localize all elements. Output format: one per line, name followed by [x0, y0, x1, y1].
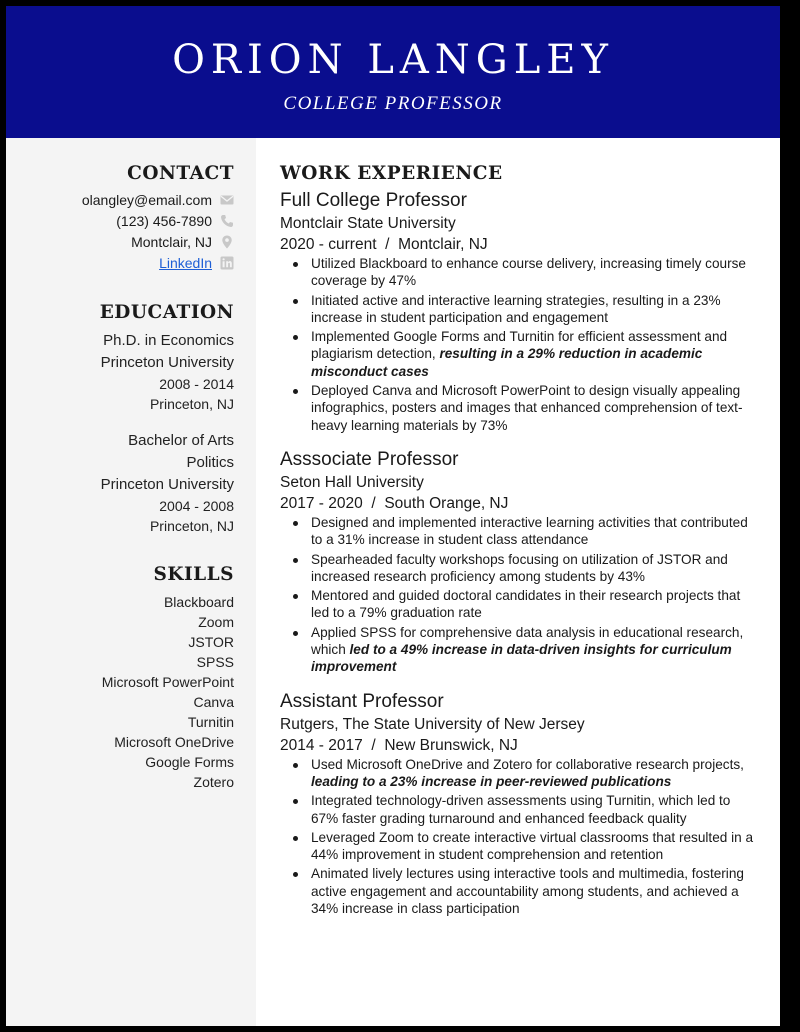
job-bullet: Leveraged Zoom to create interactive virtual classrooms that resulted in a 44% improvement in student comprehension and retention — [311, 829, 754, 863]
job-bullet: Deployed Canva and Microsoft PowerPoint to design visually appealing infographics, posters and images that enhanced comprehension of text-heavy learning materials by 73% — [311, 382, 754, 434]
education-school: Princeton University — [100, 476, 234, 493]
linkedin-link[interactable]: LinkedIn — [159, 254, 212, 271]
job-bullets — [311, 514, 754, 676]
job-dates: 2020 - current — [280, 236, 377, 253]
job-dates: 2017 - 2020 — [280, 494, 363, 512]
contact-linkedin[interactable] — [6, 252, 234, 273]
job-location: Montclair, NJ — [398, 236, 488, 253]
candidate-name: ORION LANGLEY — [172, 37, 614, 83]
phone-icon — [220, 214, 234, 228]
job-bullet: Implemented Google Forms and Turnitin for efficient assessment and plagiarism detection, resulting in a 29% reduction in academic misconduct cases — [311, 328, 754, 380]
job-bullet: Applied SPSS for comprehensive data analysis in educational research, which led to a 49% increase in data-driven insights for curriculum improvement — [311, 624, 754, 676]
job-title: Assistant Professor — [280, 690, 444, 712]
location-text: Montclair, NJ — [131, 233, 212, 250]
skill-item: Google Forms — [145, 754, 234, 770]
education-dates: 2008 - 2014 — [159, 376, 234, 392]
education-dates: 2004 - 2008 — [159, 498, 234, 514]
job-bullet: Integrated technology-driven assessments using Turnitin, which led to 67% faster grading turnaround and enhanced feedback quality — [311, 792, 754, 827]
job-location: South Orange, NJ — [384, 494, 509, 512]
sidebar — [6, 138, 256, 1026]
main-content — [280, 138, 754, 919]
education-location: Princeton, NJ — [149, 518, 234, 534]
skill-item: Zoom — [198, 614, 234, 630]
job-meta — [280, 234, 754, 255]
job-bullet: Designed and implemented interactive learning activities that contributed to a 31% increase in student class attendance — [311, 514, 754, 549]
skill-item: Zotero — [193, 774, 234, 790]
job-title: Full College Professor — [280, 190, 467, 211]
email-text[interactable]: olangley@email.com — [81, 191, 212, 208]
job-bullets — [311, 255, 754, 434]
job-bullet: Mentored and guided doctoral candidates in their research projects that led to a 79% graduation rate — [311, 587, 754, 622]
job-title: Asssociate Professor — [280, 448, 459, 470]
contact-location — [6, 231, 234, 252]
education-field: Politics — [186, 454, 234, 471]
job-bullet: Utilized Blackboard to enhance course delivery, increasing timely course coverage by 47% — [311, 255, 754, 290]
job-entry — [280, 448, 754, 676]
linkedin-icon — [220, 256, 234, 270]
job-meta — [280, 493, 754, 514]
skills-list — [6, 592, 234, 792]
skill-item: Turnitin — [187, 714, 234, 730]
skill-item: JSTOR — [188, 634, 234, 650]
job-location: New Brunswick, NJ — [384, 736, 518, 754]
envelope-icon — [220, 193, 234, 207]
date-separator: / — [385, 236, 390, 253]
job-bullet: Initiated active and interactive learning strategies, resulting in a 23% increase in student participation and engagement — [311, 292, 754, 327]
education-degree: Bachelor of Arts — [128, 432, 234, 449]
education-entry — [6, 330, 234, 414]
resume-header — [6, 6, 780, 138]
location-pin-icon — [220, 235, 234, 249]
job-bullet: Animated lively lectures using interactive tools and multimedia, fostering active engagement and accountability among students, and achieved a 34% increase in class participation — [311, 865, 754, 917]
job-company: Montclair State University — [280, 215, 456, 232]
job-entry — [280, 189, 754, 434]
skill-item: Canva — [193, 694, 234, 710]
job-bullet: Spearheaded faculty workshops focusing on utilization of JSTOR and increased research proficiency among students by 43% — [311, 551, 754, 586]
phone-text[interactable]: (123) 456-7890 — [116, 212, 212, 229]
job-bullets — [311, 756, 754, 918]
job-company: Seton Hall University — [280, 473, 424, 491]
contact-heading: CONTACT — [127, 163, 234, 184]
skill-item: Microsoft OneDrive — [114, 734, 234, 750]
skill-item: Microsoft PowerPoint — [101, 674, 234, 690]
contact-email[interactable] — [6, 189, 234, 210]
education-school: Princeton University — [100, 354, 234, 371]
education-degree: Ph.D. in Economics — [103, 332, 234, 349]
skills-heading: SKILLS — [153, 564, 234, 585]
education-heading: EDUCATION — [99, 302, 234, 323]
skill-item: Blackboard — [163, 594, 234, 610]
job-meta — [280, 735, 754, 756]
candidate-title: COLLEGE PROFESSOR — [283, 93, 503, 114]
job-dates: 2014 - 2017 — [280, 736, 363, 754]
education-entry — [6, 430, 234, 536]
experience-heading: WORK EXPERIENCE — [280, 163, 503, 184]
skill-item: SPSS — [196, 654, 234, 670]
job-entry — [280, 690, 754, 918]
date-separator: / — [371, 736, 376, 754]
date-separator: / — [371, 494, 376, 512]
job-bullet: Used Microsoft OneDrive and Zotero for collaborative research projects, leading to a 23% increase in peer-reviewed publications — [311, 756, 754, 791]
contact-phone[interactable] — [6, 210, 234, 231]
job-company: Rutgers, The State University of New Jersey — [280, 715, 585, 733]
education-location: Princeton, NJ — [149, 396, 234, 412]
resume-page — [6, 6, 780, 1026]
